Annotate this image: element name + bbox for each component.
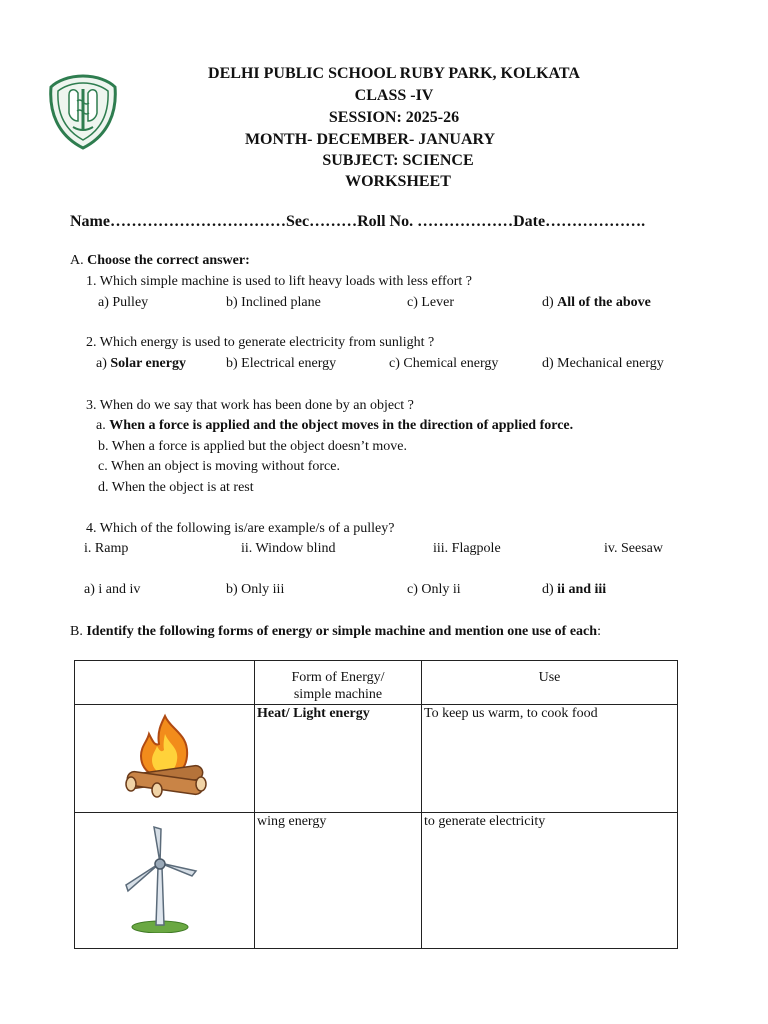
q3-option-a-text: When a force is applied and the object moves in the direction of applied force. [109, 418, 574, 433]
section-a-prefix: A. [70, 253, 84, 268]
header-cell-use: Use [422, 661, 678, 705]
q4-item-1: i. Ramp [84, 541, 129, 556]
q4-item-2: ii. Window blind [241, 541, 336, 556]
q1-option-b: b) Inclined plane [226, 295, 321, 310]
q1-option-a: a) Pulley [98, 295, 149, 310]
q2-option-a [96, 355, 186, 373]
section-b-heading [70, 623, 601, 641]
row-1-form: Heat/ Light energy [255, 705, 422, 813]
q2-option-b: b) Electrical energy [226, 356, 337, 371]
student-info-line: Name……………………………Sec………Roll No. ………………Date………………. [70, 213, 646, 230]
q1-option-d [542, 294, 651, 312]
school-name: DELHI PUBLIC SCHOOL RUBY PARK, KOLKATA [208, 65, 580, 82]
q1-option-d-prefix: d) [542, 295, 554, 310]
q4-item-3: iii. Flagpole [433, 541, 501, 556]
header-cell-form: Form of Energy/ simple machine [255, 661, 422, 705]
image-cell [75, 813, 255, 949]
section-b-colon: : [597, 624, 601, 639]
section-a-title: Choose the correct answer: [87, 253, 250, 268]
image-cell [75, 705, 255, 813]
section-a-heading [70, 252, 250, 270]
row-1-use: To keep us warm, to cook food [422, 705, 678, 813]
table-row [75, 705, 678, 813]
q4-option-d-text: ii and iii [557, 582, 607, 597]
question-3: 3. When do we say that work has been done by an object ? [86, 398, 414, 413]
q2-option-c: c) Chemical energy [389, 356, 499, 371]
q2-option-a-prefix: a) [96, 356, 107, 371]
header-cell-image [75, 661, 255, 705]
row-2-use: to generate electricity [422, 813, 678, 949]
row-2-form: wing energy [255, 813, 422, 949]
session-label: SESSION: 2025-26 [328, 109, 460, 126]
month-label: MONTH- DECEMBER- JANUARY [244, 131, 496, 148]
question-1: 1. Which simple machine is used to lift heavy loads with less effort ? [86, 274, 472, 289]
q1-option-c: c) Lever [407, 295, 455, 310]
class-label: CLASS -IV [354, 87, 434, 104]
q4-option-d [542, 581, 606, 599]
table-header-row [75, 661, 678, 705]
q2-option-d: d) Mechanical energy [542, 356, 664, 371]
q3-option-b: b. When a force is applied but the object doesn’t move. [98, 439, 407, 454]
q4-option-c: c) Only ii [407, 582, 461, 597]
energy-table [74, 660, 678, 949]
q2-option-a-text: Solar energy [110, 356, 186, 371]
q3-option-a [96, 417, 573, 435]
campfire-icon [119, 712, 211, 800]
wind-turbine-icon [120, 823, 210, 933]
q4-option-d-prefix: d) [542, 582, 554, 597]
q4-item-4: iv. Seesaw [604, 541, 663, 556]
q3-option-a-prefix: a. [96, 418, 106, 433]
section-b-prefix: B. [70, 624, 83, 639]
question-4: 4. Which of the following is/are example/s of a pulley? [86, 521, 395, 536]
q3-option-d: d. When the object is at rest [98, 480, 254, 495]
subject-label: SUBJECT: SCIENCE [322, 152, 474, 169]
q4-option-a: a) i and iv [84, 582, 141, 597]
section-b-title: Identify the following forms of energy or simple machine and mention one use of each [86, 624, 598, 639]
question-2: 2. Which energy is used to generate electricity from sunlight ? [86, 335, 435, 350]
q4-option-b: b) Only iii [226, 582, 285, 597]
q1-option-d-text: All of the above [557, 295, 651, 310]
q3-option-c: c. When an object is moving without force. [98, 459, 340, 474]
table-row [75, 813, 678, 949]
worksheet-title: WORKSHEET [345, 173, 451, 190]
